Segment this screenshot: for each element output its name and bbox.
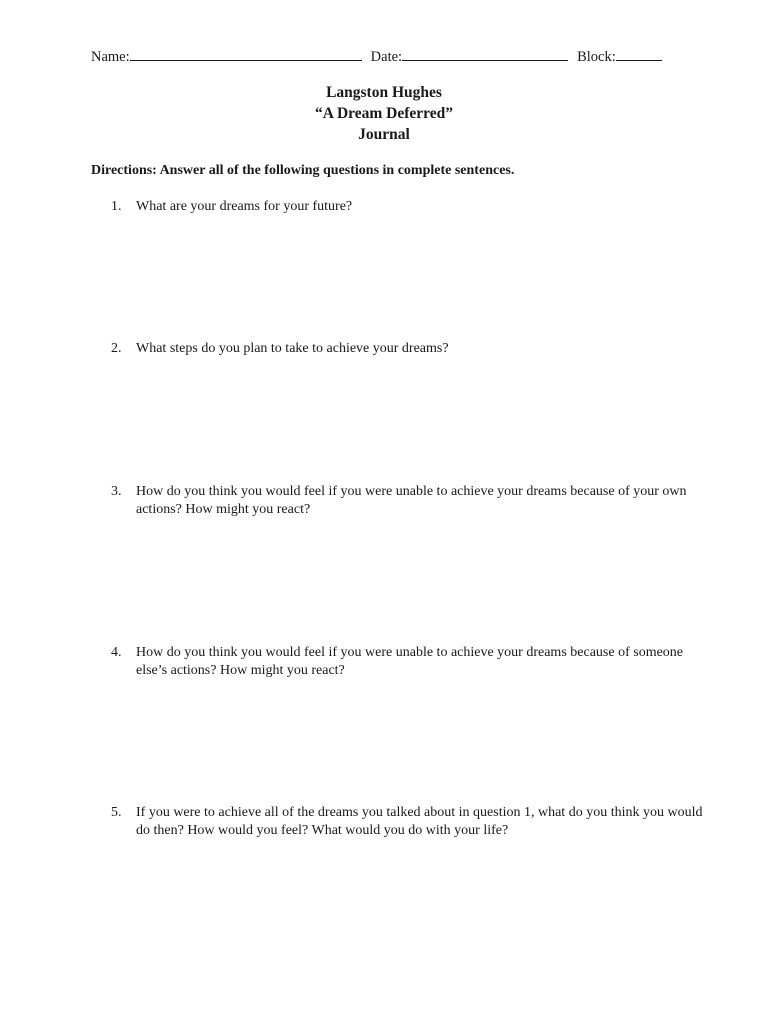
title-journal: Journal [358,126,410,143]
question-number: 1. [111,199,122,214]
question-text: What steps do you plan to take to achieve your dreams? [136,341,449,356]
title-poem: “A Dream Deferred” [314,105,454,122]
directions: Directions: Answer all of the following questions in complete sentences. [91,163,515,178]
name-label: Name: [91,49,130,65]
student-info-line [91,47,662,66]
question-text: How do you think you would feel if you were unable to achieve your dreams because of someone else’s actions? How might you react? [136,645,684,678]
date-blank [402,47,568,61]
block-blank [616,47,662,61]
question-number: 5. [111,805,122,820]
question-text: What are your dreams for your future? [136,199,353,214]
question-text: How do you think you would feel if you were unable to achieve your dreams because of your own actions? How might you react? [136,484,687,517]
title-author: Langston Hughes [326,84,442,101]
question-number: 4. [111,645,122,660]
name-blank [130,47,362,61]
block-label: Block: [577,49,616,65]
question-number: 3. [111,484,122,499]
date-label: Date: [370,49,403,65]
question-number: 2. [111,341,122,356]
question-text: If you were to achieve all of the dreams you talked about in question 1, what do you think you would do then? How would you feel? What would you do with your life? [136,805,703,838]
